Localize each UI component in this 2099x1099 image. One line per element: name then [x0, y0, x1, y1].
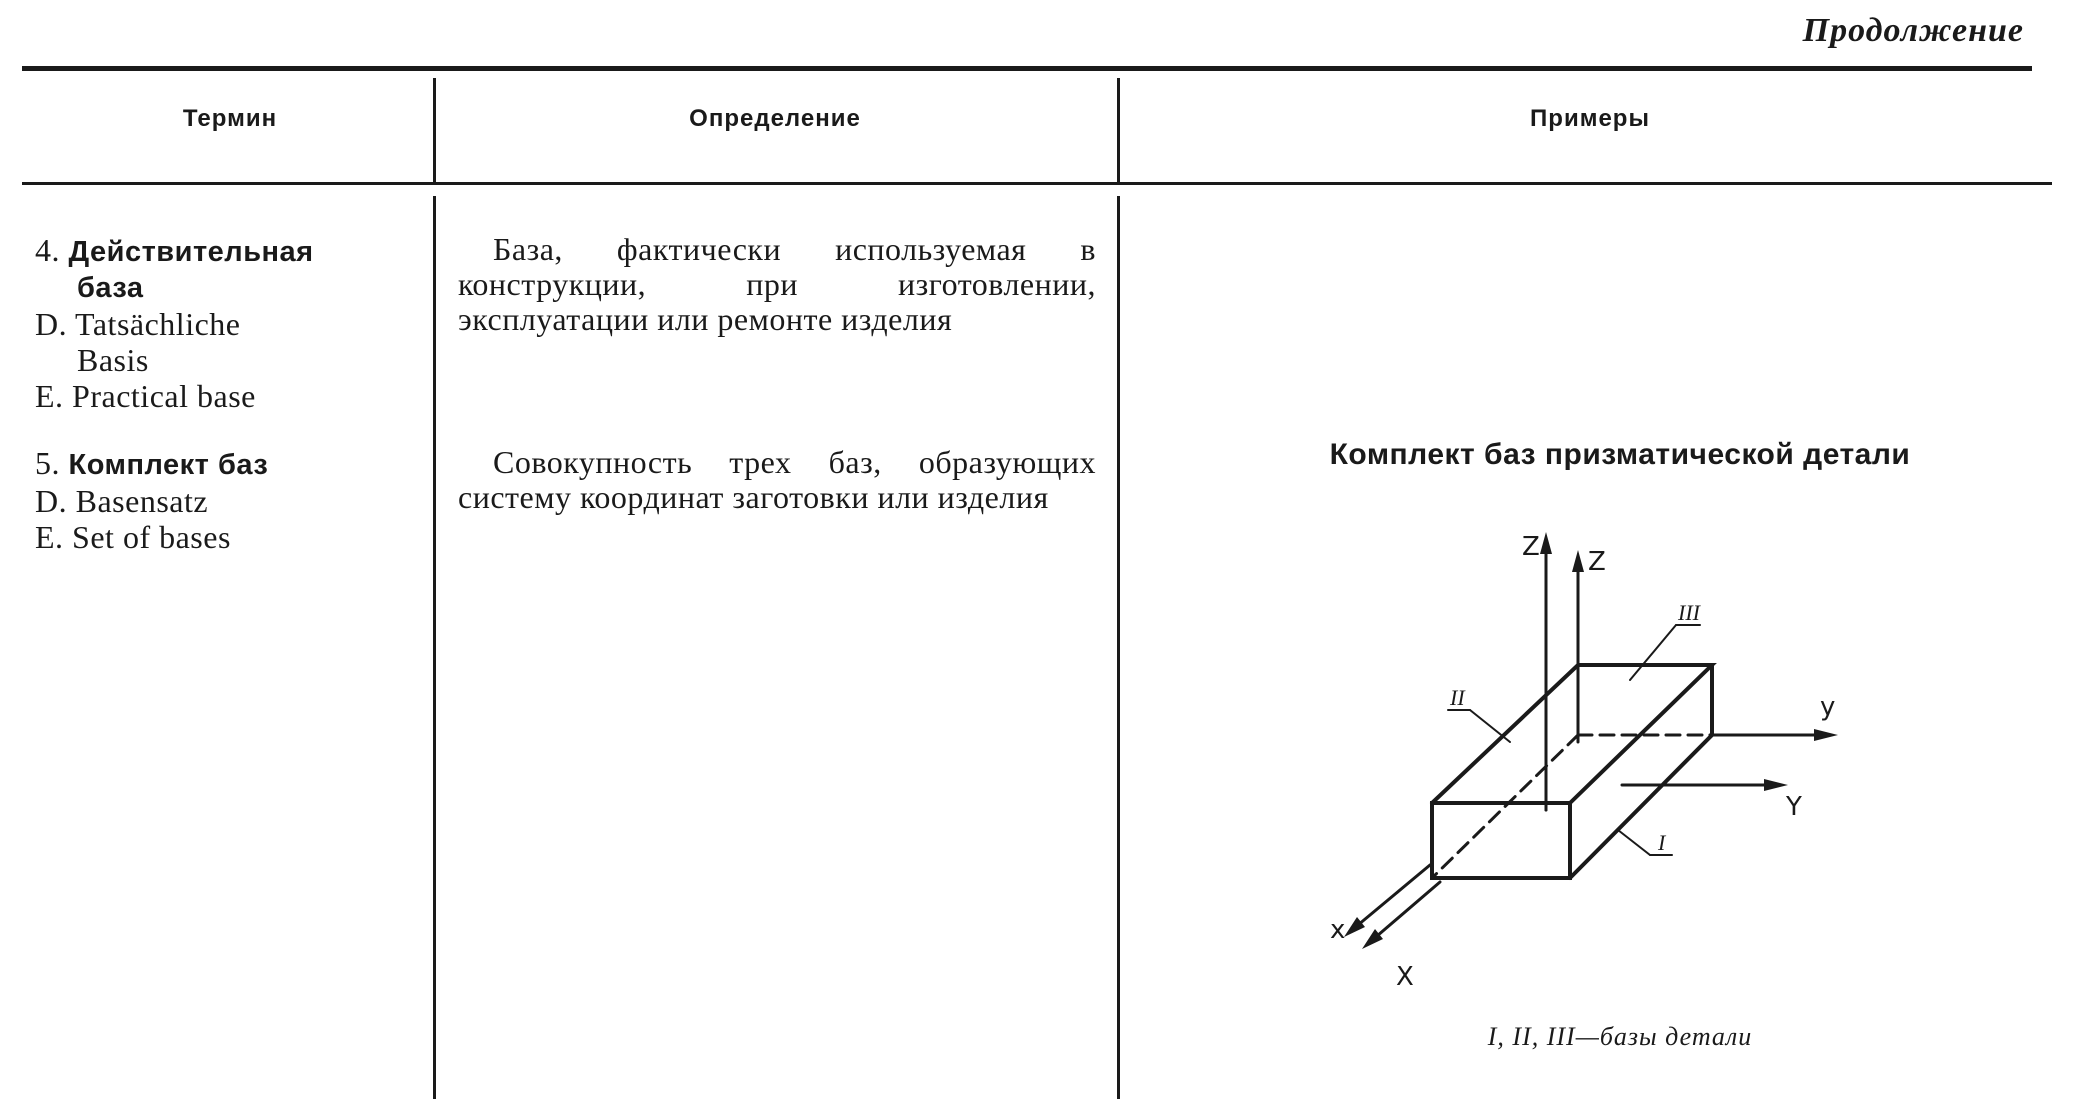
z-axis-inner-arrow [1572, 550, 1584, 572]
column-divider-1 [433, 196, 436, 1099]
header-examples: Примеры [1530, 105, 1650, 132]
y-inner-label: Y [1786, 792, 1802, 822]
y-axis-outer-arrow [1814, 729, 1838, 741]
box-right-edges [1570, 665, 1712, 878]
term-en: E. Set of bases [35, 519, 231, 555]
x-inner-label: X [1396, 962, 1414, 992]
term-de-continued: Basis [77, 342, 149, 378]
term-ru: Действительная [68, 236, 314, 268]
base-2-label: II [1450, 685, 1465, 710]
z-inner-label: Z [1588, 547, 1606, 577]
definition-5 [458, 445, 1096, 515]
term-entry-4 [35, 232, 314, 414]
x-outer-label: x [1330, 915, 1346, 945]
term-de: D. Basensatz [35, 483, 209, 519]
leader-base-2 [1470, 710, 1510, 742]
definition-text: База, фактически используемая в конструкции, при изготовлении, эксплуатации или ремонте изделия [458, 231, 1096, 337]
box-hidden-diagonal [1432, 735, 1578, 878]
column-divider-1-header [433, 78, 436, 182]
y-outer-label: y [1820, 692, 1836, 722]
column-divider-2-header [1117, 78, 1120, 182]
z-axis-outer-arrow [1540, 532, 1552, 554]
term-ru: Комплект баз [68, 449, 269, 481]
term-number: 4. [35, 232, 60, 268]
term-entry-5 [35, 445, 268, 555]
base-1-label: I [1658, 830, 1666, 855]
column-divider-2 [1117, 196, 1120, 1099]
z-outer-label: Z [1522, 532, 1540, 562]
term-en: E. Practical base [35, 378, 256, 414]
x-axis-inner [1370, 882, 1440, 942]
header-term: Термин [182, 105, 278, 132]
term-number: 5. [35, 445, 60, 481]
prismatic-part-diagram [1300, 510, 1860, 1000]
box-front-face [1432, 803, 1570, 878]
definition-4 [458, 232, 1096, 337]
term-de: D. Tatsächliche [35, 306, 241, 342]
definition-text: Совокупность трех баз, образующих систему координат заготовки или изделия [458, 444, 1096, 515]
table-top-rule [22, 66, 2032, 71]
x-axis-outer [1352, 865, 1430, 930]
header-definition: Определение [689, 105, 861, 132]
continuation-label: Продолжение [1802, 12, 2024, 49]
leader-base-3 [1630, 625, 1676, 680]
header-bottom-rule [22, 182, 2052, 185]
base-3-label: III [1678, 600, 1700, 625]
diagram-caption: I, II, III—базы детали [1487, 1022, 1753, 1051]
y-axis-inner-arrow [1764, 779, 1788, 791]
example-title: Комплект баз призматической детали [1329, 438, 1911, 471]
term-ru-continued: база [77, 272, 144, 304]
leader-base-1 [1618, 830, 1650, 855]
